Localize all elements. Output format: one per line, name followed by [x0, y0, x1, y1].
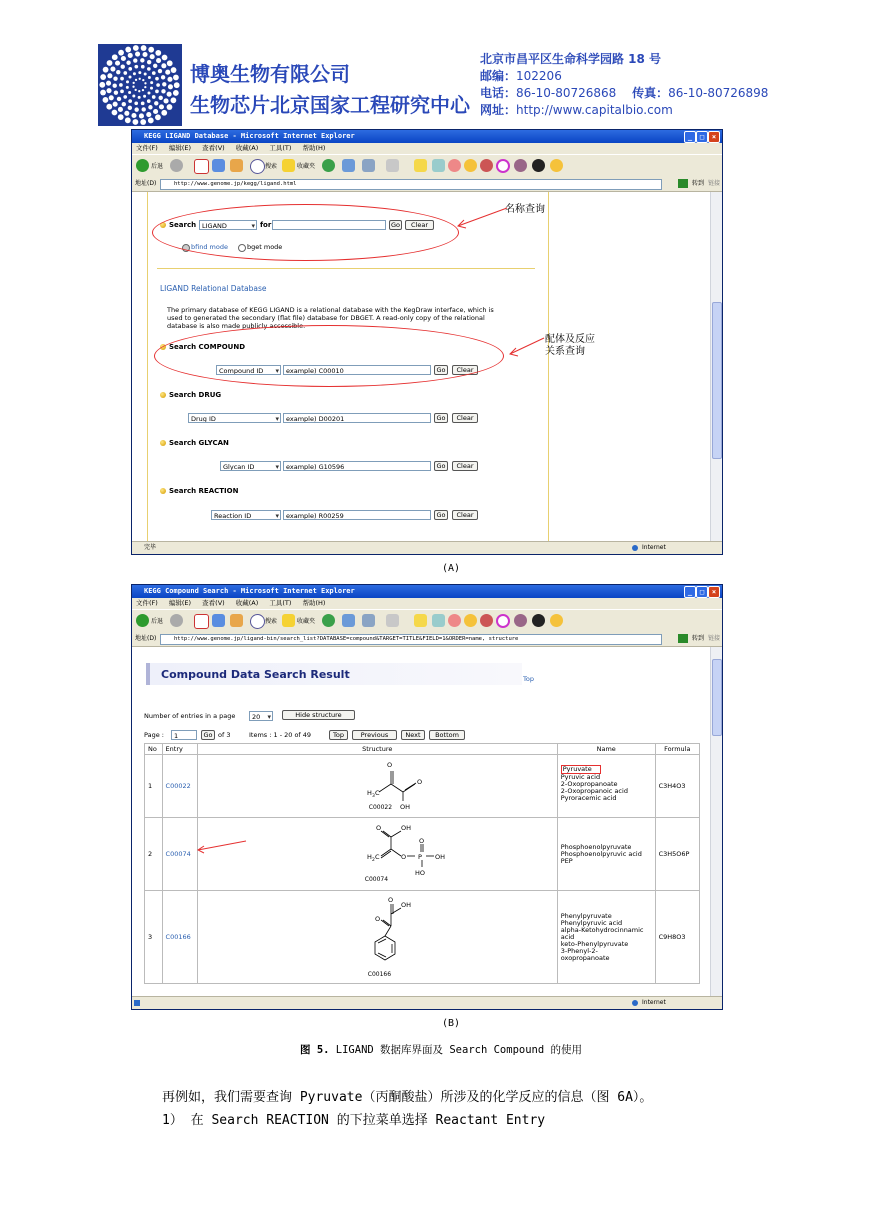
tool-icon-2[interactable] [448, 159, 461, 172]
page-icon [134, 1000, 140, 1006]
svg-text:H: H [366, 853, 372, 861]
go-button[interactable]: Go [434, 461, 448, 471]
reaction-input[interactable]: example) R00259 [283, 510, 431, 520]
qq-icon[interactable] [532, 614, 545, 627]
address-line: 北京市昌平区生命科学园路 18 号 [480, 52, 662, 66]
divider [157, 268, 535, 269]
go-label[interactable]: 转到 [691, 180, 704, 187]
search-label: 搜索 [265, 163, 278, 170]
top-link[interactable]: Top [523, 675, 534, 683]
reaction-field-select[interactable]: Reaction ID ▾ [211, 510, 281, 520]
edit-icon[interactable] [386, 614, 399, 627]
maximize-button[interactable]: □ [696, 586, 708, 598]
go-button[interactable]: Go [434, 365, 448, 375]
svg-text:2: 2 [371, 858, 375, 863]
scrollbar-a[interactable] [710, 192, 722, 542]
go-label[interactable]: 转到 [691, 635, 704, 642]
bullet-icon [160, 488, 166, 494]
col-name: Name [557, 744, 655, 755]
tool-icon-2[interactable] [448, 614, 461, 627]
table-row [145, 891, 700, 984]
svg-text:O: O [400, 853, 406, 861]
tool-icon-1[interactable] [432, 159, 445, 172]
bget-mode-label: bget mode [247, 243, 283, 251]
address-label: 地址(D) [135, 180, 157, 187]
of-pages: of 3 [218, 731, 231, 739]
favorites-label: 收藏夹 [297, 163, 316, 170]
tool-icon-4[interactable] [480, 159, 493, 172]
nav-previous-button[interactable]: Previous [352, 730, 397, 740]
zone-label: Internet [642, 544, 666, 551]
home-icon[interactable] [230, 159, 243, 172]
menu-bar [132, 598, 722, 609]
nav-top-button[interactable]: Top [329, 730, 348, 740]
name: Pyroracemic acid [560, 794, 617, 802]
tool-icon-5[interactable] [496, 159, 510, 173]
scroll-thumb[interactable] [712, 302, 722, 459]
menu-bar [132, 143, 722, 154]
name: Pyruvic acid [560, 773, 601, 781]
para-line-1: The primary database of KEGG LIGAND is a relational database with the KegDraw interface, which is [167, 306, 494, 314]
go-arrow-icon[interactable] [678, 634, 688, 643]
compound-field-select[interactable]: Compound ID ▾ [216, 365, 281, 375]
postcode-line: 邮编：102206 [480, 69, 562, 83]
formula-cell: C3H5O6P [655, 818, 699, 891]
glycan-field-select[interactable]: Glycan ID ▾ [220, 461, 281, 471]
page-frame-right [548, 192, 549, 542]
structure-label: C00166 [367, 971, 392, 978]
body-step-1: 1） 在 Search REACTION 的下拉菜单选择 Reactant Entry [162, 1113, 546, 1128]
entries-label: Number of entries in a page [144, 712, 236, 720]
tool-icon-3[interactable] [464, 159, 477, 172]
svg-text:P: P [417, 853, 422, 861]
col-formula: Formula [655, 744, 699, 755]
name: 2-Oxopropanoate [560, 780, 618, 788]
formula-cell: C3H4O3 [655, 755, 699, 818]
address-bar [132, 177, 722, 192]
row-no: 1 [145, 755, 163, 818]
forward-icon[interactable] [170, 159, 183, 172]
menu-favorites[interactable]: 收藏(A) [235, 144, 259, 152]
entry-link[interactable]: C00166 [162, 891, 197, 984]
company-name: 博奥生物有限公司 [190, 62, 350, 86]
tool-icon-6[interactable] [514, 159, 527, 172]
scroll-thumb[interactable] [712, 659, 722, 736]
svg-text:C: C [374, 789, 380, 797]
refresh-icon[interactable] [212, 614, 225, 627]
svg-text:OH: OH [400, 824, 411, 832]
search-compound-label: Search COMPOUND [169, 343, 246, 351]
close-button[interactable]: × [708, 131, 720, 143]
menu-edit[interactable]: 编辑(E) [168, 599, 192, 607]
history-icon[interactable] [342, 159, 355, 172]
clear-button[interactable]: Clear [452, 510, 478, 520]
table-row [145, 755, 700, 818]
structure-label: C00074 [364, 876, 389, 883]
para-line-2: used to generated the secondary (flat file) database for DBGET. A read-only copy of the relational [167, 314, 485, 322]
go-button[interactable]: Go [390, 221, 400, 229]
structure-label: C00022 [368, 804, 393, 811]
phenylpyruvate-structure [201, 892, 554, 982]
section-title: LIGAND Relational Database [160, 284, 267, 293]
clear-button[interactable]: Clear [452, 365, 478, 375]
messenger-icon[interactable] [414, 614, 427, 627]
svg-text:OH: OH [434, 853, 445, 861]
names-cell [557, 818, 655, 891]
status-bar [132, 996, 722, 1009]
web-line: 网址：http://www.capitalbio.com [480, 103, 673, 117]
svg-text:O: O [375, 824, 381, 832]
stop-icon[interactable] [194, 614, 209, 629]
tool-icon-6[interactable] [514, 614, 527, 627]
toolbar [132, 154, 722, 178]
svg-text:HO: HO [414, 869, 425, 877]
clear-button[interactable]: Clear [452, 461, 478, 471]
status-bar [132, 541, 722, 554]
glycan-input[interactable]: example) G10596 [283, 461, 431, 471]
search-db-select[interactable]: LIGAND ▾ [199, 220, 257, 230]
entry-link[interactable]: C00074 [162, 818, 197, 891]
minimize-button[interactable]: _ [684, 586, 696, 598]
svg-text:3: 3 [371, 794, 375, 799]
home-icon[interactable] [230, 614, 243, 627]
hide-structure-button[interactable]: Hide structure [282, 710, 355, 720]
annotation-note-2-line1: 配体及反应 [545, 334, 595, 345]
maximize-button[interactable]: □ [696, 131, 708, 143]
url-field[interactable]: http://www.genome.jp/ligand-bin/search_list?DATABASE=compound&TARGET=TITLE&FIELD=1&ORDER=name, structure [160, 634, 662, 645]
name: PEP [560, 856, 573, 865]
entries-select[interactable]: 20 ▾ [249, 711, 273, 721]
menu-view[interactable]: 查看(V) [202, 599, 225, 607]
media-icon[interactable] [322, 159, 335, 172]
formula-cell: C9H8O3 [655, 891, 699, 984]
title-bar: KEGG Compound Search - Microsoft Internet Explorer _ □ × [132, 585, 722, 598]
bullet-icon [160, 440, 166, 446]
name: Phenylpyruvic acid [560, 918, 623, 927]
svg-text:OH: OH [399, 803, 410, 811]
tool-icon-3[interactable] [464, 614, 477, 627]
title-bar: KEGG LIGAND Database - Microsoft Internet Explorer _ □ × [132, 130, 722, 143]
svg-text:O: O [387, 896, 393, 904]
browser-window-b [131, 584, 723, 1010]
name: Phosphoenolpyruvate [560, 842, 632, 851]
qq-icon[interactable] [532, 159, 545, 172]
globe-icon [632, 1000, 638, 1006]
menu-favorites[interactable]: 收藏(A) [235, 599, 259, 607]
highlighted-name: Pyruvate [561, 765, 601, 774]
structure-cell [197, 755, 557, 818]
back-label: 后退 [151, 618, 164, 625]
page-content-b [132, 647, 710, 997]
phone-line: 电话：86-10-80726868 传真：86-10-80726898 [480, 86, 769, 100]
row-no: 3 [145, 891, 163, 984]
close-button[interactable]: × [708, 586, 720, 598]
items-count: Items : 1 - 20 of 49 [249, 731, 312, 739]
scrollbar-b[interactable] [710, 647, 722, 997]
nav-bottom-button[interactable]: Bottom [429, 730, 465, 740]
page-content-a [132, 192, 710, 542]
clear-button[interactable]: Clear [405, 220, 434, 230]
favorites-icon[interactable] [282, 614, 295, 627]
menu-help[interactable]: 帮助(H) [302, 599, 326, 607]
svg-text:H: H [366, 789, 372, 797]
svg-text:O: O [416, 778, 422, 786]
nav-next-button[interactable]: Next [401, 730, 425, 740]
row-no: 2 [145, 818, 163, 891]
links-label[interactable]: 链接 [707, 635, 720, 642]
favorites-icon[interactable] [282, 159, 295, 172]
toolbar [132, 609, 722, 633]
logo-divider [180, 44, 182, 126]
menu-view[interactable]: 查看(V) [202, 144, 225, 152]
search-reaction-label: Search REACTION [169, 487, 239, 495]
menu-tools[interactable]: 工具(T) [269, 144, 292, 152]
browser-window-a [131, 129, 723, 555]
name: acid [560, 932, 575, 941]
company-logo [98, 44, 181, 126]
name: oxopropanoate [560, 953, 610, 962]
table-header-row [145, 744, 700, 755]
go-button[interactable]: Go [434, 413, 448, 423]
forward-icon[interactable] [170, 614, 183, 627]
go-button[interactable]: Go [201, 730, 215, 740]
links-label[interactable]: 链接 [707, 180, 720, 187]
address-bar [132, 632, 722, 647]
names-cell [557, 755, 655, 818]
bfind-mode-label: bfind mode [191, 243, 228, 251]
search-drug-label: Search DRUG [169, 391, 222, 399]
menu-help[interactable]: 帮助(H) [302, 144, 326, 152]
name: keto-Phenylpyruvate [560, 939, 629, 948]
caption-b: (B) [442, 1018, 461, 1029]
menu-edit[interactable]: 编辑(E) [168, 144, 192, 152]
page-title: Compound Data Search Result [161, 668, 350, 681]
annotation-note-1: 名称查询 [505, 204, 545, 215]
url-field[interactable]: http://www.genome.jp/kegg/ligand.html [160, 179, 662, 190]
print-icon[interactable] [362, 159, 375, 172]
stop-icon[interactable] [194, 159, 209, 174]
page-frame-left [147, 192, 148, 542]
name: 3-Phenyl-2- [560, 946, 598, 955]
tool-icon-4[interactable] [480, 614, 493, 627]
page-input[interactable]: 1 [171, 730, 197, 740]
svg-text:O: O [418, 837, 424, 845]
tool-icon-1[interactable] [432, 614, 445, 627]
svg-text:O: O [386, 761, 392, 769]
svg-text:OH: OH [400, 901, 411, 909]
history-icon[interactable] [342, 614, 355, 627]
media-icon[interactable] [322, 614, 335, 627]
for-label: for [260, 221, 272, 229]
tool-icon-5[interactable] [496, 614, 510, 628]
annotation-ellipse-1 [152, 204, 459, 261]
annotation-arrow-2 [506, 332, 546, 362]
structure-cell [197, 891, 557, 984]
zone-label: Internet [642, 999, 666, 1006]
back-icon[interactable] [136, 159, 149, 172]
address-label: 地址(D) [135, 635, 157, 642]
search-icon[interactable] [250, 159, 265, 174]
menu-file[interactable]: 文件(F) [136, 599, 158, 607]
smile-icon[interactable] [550, 159, 563, 172]
results-table [144, 743, 700, 984]
figure-caption: 图 5. LIGAND 数据库界面及 Search Compound 的使用 [300, 1044, 583, 1056]
print-icon[interactable] [362, 614, 375, 627]
col-entry: Entry [162, 744, 197, 755]
search-label: 搜索 [265, 618, 278, 625]
status-text: 完毕 [144, 544, 157, 551]
smile-icon[interactable] [550, 614, 563, 627]
para-line-3: database is also made publicly accessible. [167, 322, 306, 330]
go-arrow-icon[interactable] [678, 179, 688, 188]
drug-field-select[interactable]: Drug ID ▾ [188, 413, 281, 423]
page-label: Page : [144, 731, 164, 739]
menu-file[interactable]: 文件(F) [136, 144, 158, 152]
entry-link[interactable]: C00022 [162, 755, 197, 818]
bullet-icon [160, 392, 166, 398]
back-icon[interactable] [136, 614, 149, 627]
refresh-icon[interactable] [212, 159, 225, 172]
search-icon[interactable] [250, 614, 265, 629]
back-label: 后退 [151, 163, 164, 170]
annotation-arrow-1 [452, 200, 512, 240]
search-label: Search [169, 221, 197, 229]
drug-input[interactable]: example) D00201 [283, 413, 431, 423]
messenger-icon[interactable] [414, 159, 427, 172]
annotation-ellipse-2 [154, 325, 504, 387]
col-structure: Structure [197, 744, 557, 755]
edit-icon[interactable] [386, 159, 399, 172]
col-no: No [145, 744, 163, 755]
search-glycan-label: Search GLYCAN [169, 439, 229, 447]
menu-tools[interactable]: 工具(T) [269, 599, 292, 607]
minimize-button[interactable]: _ [684, 131, 696, 143]
name: Phosphoenolpyruvic acid [560, 849, 642, 858]
annotation-note-2-line2: 关系查询 [545, 346, 585, 357]
svg-text:O: O [374, 915, 380, 923]
go-button[interactable]: Go [434, 510, 448, 520]
svg-text:C: C [374, 853, 380, 861]
clear-button[interactable]: Clear [452, 413, 478, 423]
annotation-arrow-3 [194, 837, 254, 857]
favorites-label: 收藏夹 [297, 618, 316, 625]
names-cell [557, 891, 655, 984]
name: alpha-Ketohydrocinnamic [560, 925, 644, 934]
name: Phenylpyruvate [560, 911, 612, 920]
name: 2-Oxopropanoic acid [560, 787, 628, 795]
body-paragraph: 再例如，我们需要查询 Pyruvate（丙酮酸盐）所涉及的化学反应的信息（图 6A）。 [162, 1090, 653, 1105]
caption-a: (A) [442, 563, 461, 574]
center-name: 生物芯片北京国家工程研究中心 [190, 93, 470, 117]
globe-icon [632, 545, 638, 551]
compound-input[interactable]: example) C00010 [283, 365, 431, 375]
